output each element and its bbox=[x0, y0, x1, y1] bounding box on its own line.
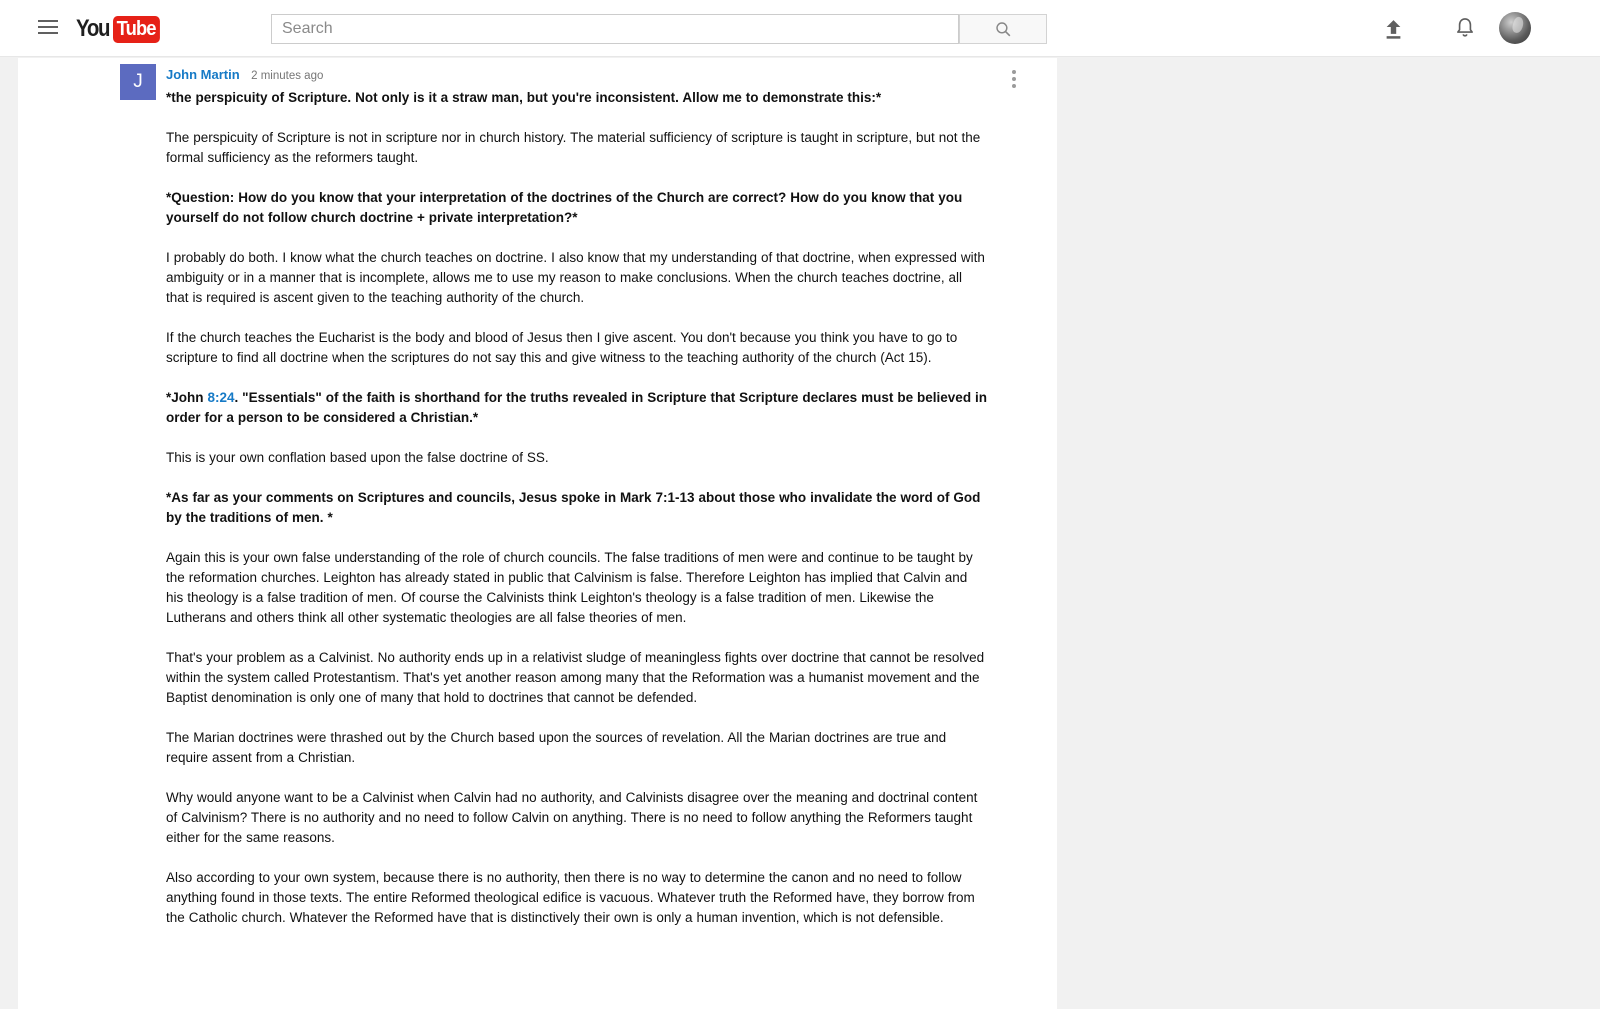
comment-paragraph: Why would anyone want to be a Calvinist when Calvin had no authority, and Calvinists disagree over the meaning and doctrinal content of Calvinism? There is no authority and no need to follow Calvin on anything. There is no need to follow anything the Reformers taught either for the same reasons. bbox=[166, 790, 978, 845]
avatar-initial: J bbox=[133, 71, 143, 92]
hamburger-bar bbox=[38, 20, 58, 22]
content-card bbox=[18, 58, 1057, 1009]
comment-paragraph: The Marian doctrines were thrashed out by the Church based upon the sources of revelation. All the Marian doctrines are true and require assent from a Christian. bbox=[166, 730, 947, 765]
account-avatar[interactable] bbox=[1499, 12, 1531, 44]
logo-text-you: You bbox=[76, 15, 110, 42]
comment-paragraph: Also according to your own system, because there is no authority, then there is no way to determine the canon and no need to follow anything found in those texts. The entire Reformed theological edifice is vacuous. Whatever truth the Reformed have, they borrow from the Catholic church. Whatever the Reformed have that is distinctively their own is only a human invention, which is not defensible. bbox=[166, 870, 975, 925]
kebab-dot bbox=[1012, 70, 1016, 74]
comment-header bbox=[166, 66, 323, 84]
comment-paragraph: The perspicuity of Scripture is not in scripture nor in church history. The material sufficiency of scripture is taught in scripture, but not the formal sufficiency as the reformers taught. bbox=[166, 130, 981, 165]
comment-paragraph: I probably do both. I know what the church teaches on doctrine. I also know that my understanding of that doctrine, when expressed with ambiguity or in a manner that is incomplete, allows me to use my reason to make conclusions. When the church teaches doctrine, all that is required is ascent given to the teaching authority of the church. bbox=[166, 250, 985, 305]
comment-author-link[interactable]: John Martin bbox=[166, 67, 240, 82]
comment-paragraph: *Question: How do you know that your interpretation of the doctrines of the Church are correct? How do you know that you yourself do not follow church doctrine + private interpretation?* bbox=[166, 190, 963, 225]
search-input[interactable] bbox=[271, 14, 959, 44]
comment-paragraph: *As far as your comments on Scriptures and councils, Jesus spoke in Mark 7:1-13 about those who invalidate the word of God by the traditions of men. * bbox=[166, 490, 981, 525]
youtube-logo[interactable] bbox=[76, 13, 164, 45]
search-button[interactable] bbox=[959, 14, 1047, 44]
top-navbar bbox=[0, 0, 1600, 57]
comment-timestamp: 2 minutes ago bbox=[251, 70, 324, 82]
comment-paragraph: This is your own conflation based upon the false doctrine of SS. bbox=[166, 450, 549, 465]
bell-icon bbox=[1452, 15, 1478, 41]
kebab-menu-icon[interactable] bbox=[1010, 68, 1018, 93]
comment-author-avatar[interactable] bbox=[120, 64, 156, 100]
comment-paragraph: That's your problem as a Calvinist. No authority ends up in a relativist sludge of meaningless fights over doctrine that cannot be resolved within the system called Protestantism. That's yet another reason among many that the Reformation was a humanist movement and the Baptist denomination is only one of many that hold to doctrines that cannot be defended. bbox=[166, 650, 985, 705]
comment-paragraph: Again this is your own false understanding of the role of church councils. The false traditions of men were and continue to be taught by the reformation churches. Leighton has already stated in public that Calvinism is false. Therefore Leighton has implied that Calvin and his theology is a false tradition of men. Of course the Calvinists think Leighton's theology is a false tradition of men. Likewise the Lutherans and others think all other systematic theologies are all false theories of men. bbox=[166, 550, 973, 625]
logo-text-tube: Tube bbox=[113, 16, 160, 43]
hamburger-bar bbox=[38, 26, 58, 28]
timestamp-link[interactable]: 8:24 bbox=[207, 390, 235, 405]
notifications-button[interactable] bbox=[1452, 15, 1478, 41]
upload-icon bbox=[1381, 17, 1406, 42]
upload-button[interactable] bbox=[1380, 16, 1406, 42]
comment-paragraph: *the perspicuity of Scripture. Not only is it a straw man, but you're inconsistent. Allow me to demonstrate this:* bbox=[166, 90, 882, 105]
comment-paragraph: If the church teaches the Eucharist is the body and blood of Jesus then I give ascent. You don't because you think you have to go to scripture to find all doctrine when the scriptures do not say this and give witness to the teaching authority of the church (Act 15). bbox=[166, 330, 958, 365]
kebab-dot bbox=[1012, 84, 1016, 88]
hamburger-icon[interactable] bbox=[38, 20, 58, 36]
comment-body bbox=[166, 88, 988, 948]
hamburger-bar bbox=[38, 32, 58, 34]
magnifier-icon bbox=[994, 20, 1013, 39]
comment-paragraph: *John 8:24. "Essentials" of the faith is shorthand for the truths revealed in Scripture that Scripture declares must be believed in order for a person to be considered a Christian.* bbox=[166, 390, 988, 425]
kebab-dot bbox=[1012, 77, 1016, 81]
